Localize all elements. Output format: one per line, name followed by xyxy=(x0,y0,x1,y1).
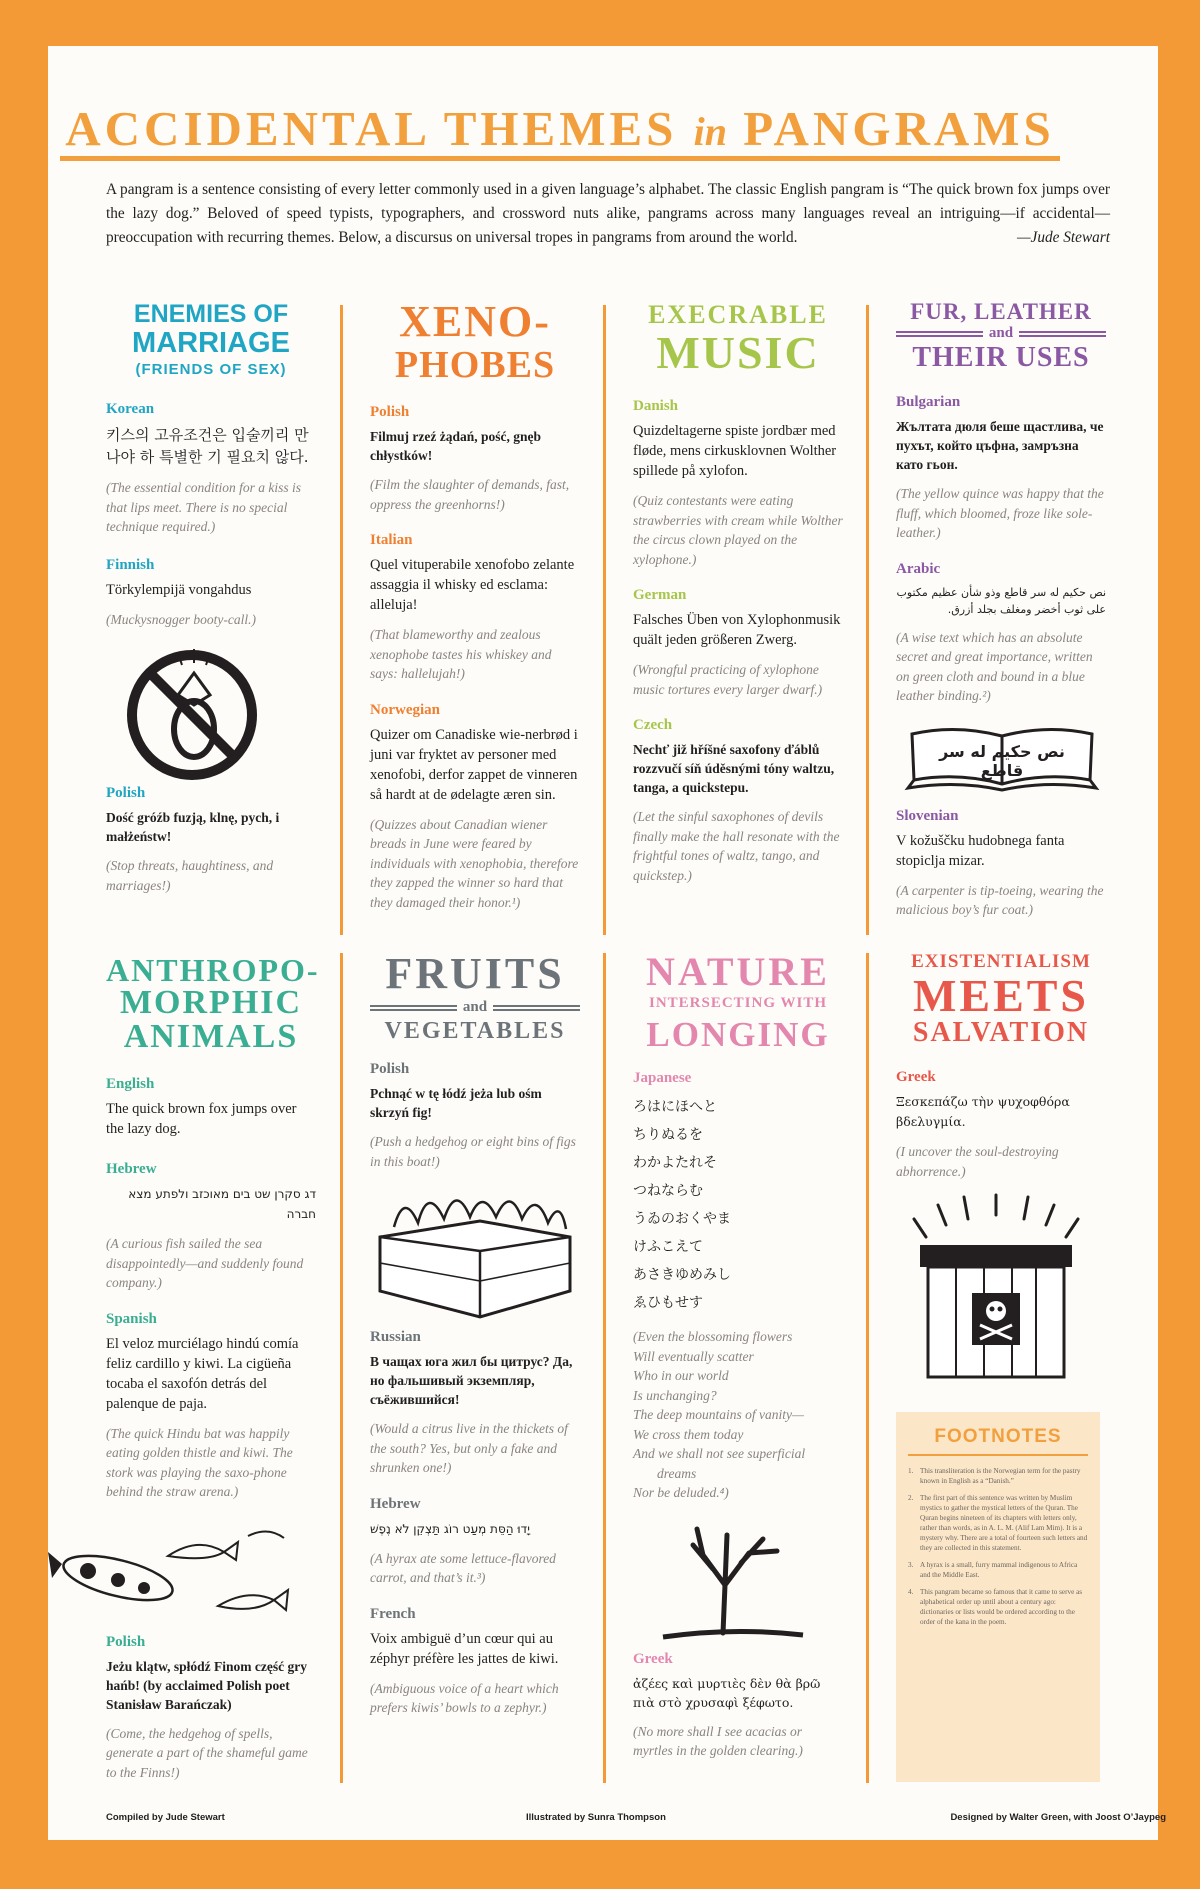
footnote-text: This transliteration is the Norwegian term for the pastry known in English as a “Danish.” xyxy=(920,1467,1081,1485)
translation-line: The deep mountains of vanity— xyxy=(633,1407,804,1422)
heading-and: and xyxy=(462,999,488,1015)
column-divider xyxy=(340,305,343,935)
translation-text: (The yellow quince was happy that the fluff, which bloomed, froze like sole-leather.) xyxy=(896,486,1104,540)
translation-text: (Come, the hedgehog of spells, generate a part of the shameful game to the Finns!) xyxy=(106,1725,308,1780)
poem-line: ゑひもせす xyxy=(633,1295,703,1311)
translation-text: (A hyrax ate some lettuce-flavored carrot, and that’s it.³) xyxy=(370,1550,556,1585)
fish-illustration xyxy=(48,1516,316,1626)
language-label: Hebrew xyxy=(106,1161,157,1177)
footnote-item: 4. This pangram became so famous that it came to serve as alphabetical order up until about a century ago: dictionaries or lists would be ordered according to the order of the kana in the poem. xyxy=(908,1588,1083,1626)
translation-text: (Stop threats, haughtiness, and marriages!) xyxy=(106,858,274,893)
japanese-poem xyxy=(633,1093,843,1317)
translation-line: We cross them today xyxy=(633,1426,744,1442)
language-label: Japanese xyxy=(633,1070,692,1086)
translation-line: Is unchanging? xyxy=(633,1387,717,1403)
section-heading xyxy=(896,300,1106,372)
title-rule xyxy=(60,156,1060,161)
language-label: Polish xyxy=(106,1633,146,1650)
pangram-text: Pchnąć w tę łódź jeża lub ośm skrzyń fig! xyxy=(370,1086,542,1120)
illustrated-credit: Illustrated by Sunra Thompson xyxy=(526,1812,666,1823)
section-heading xyxy=(896,952,1106,1047)
heading-and: and xyxy=(988,325,1014,341)
footnotes-box xyxy=(896,1412,1100,1782)
poem-line: わかよたれそ xyxy=(633,1155,717,1171)
section-heading xyxy=(370,297,580,386)
language-label: Bulgarian xyxy=(896,394,961,410)
language-label: Spanish xyxy=(106,1310,157,1327)
translation-text: (Push a hedgehog or eight bins of figs in this boat!) xyxy=(370,1134,576,1169)
section-execrable-music xyxy=(633,302,843,885)
page-title xyxy=(60,100,1060,157)
language-label: Russian xyxy=(370,1329,421,1345)
poem-line: つねならむ xyxy=(633,1183,703,1199)
heading-line: VEGETABLES xyxy=(384,1018,566,1044)
title-part1: ACCIDENTAL THEMES xyxy=(65,101,678,156)
section-heading xyxy=(633,949,843,1054)
translation-text: (A wise text which has an absolute secret and great importance, written on green cloth and bound in a blue leather binding.²) xyxy=(896,629,1093,703)
heading-line: XENO- xyxy=(399,297,551,346)
column-divider xyxy=(866,305,869,935)
translation-text: (Muckysnogger booty-call.) xyxy=(106,611,256,627)
pangram-text: יָדוּ הַסֵּת מְעַט רוֹג תַּצְקֵן לֹא נֶפֶשׁ xyxy=(370,1521,530,1536)
translation-text: (Ambiguous voice of a heart which prefers kiwis’ bowls to a zephyr.) xyxy=(370,1680,559,1715)
footnotes-list xyxy=(908,1466,1088,1627)
translation-line: Who in our world xyxy=(633,1368,729,1383)
section-fur-leather xyxy=(896,300,1106,920)
language-label: Italian xyxy=(370,532,413,548)
language-label: Finnish xyxy=(106,556,155,573)
footnote-item: 2. The first part of this sentence was written by Muslim mystics to gather the mystical letters of the Quran. The Quran begins nineteen of its chapters with letters only, rather than words, as in A. L. M. (Alif Lam Mim). It is a mystery why. There are a total of fourteen such letters and they are collected in this statement. xyxy=(908,1494,1088,1552)
poem-line: ろはにほへと xyxy=(633,1099,717,1115)
language-label: Danish xyxy=(633,398,679,414)
translation-line: Nor be deluded.⁴) xyxy=(633,1485,729,1500)
column-divider xyxy=(340,953,343,1783)
footnote-item: 1. This transliteration is the Norwegian term for the pastry known in English as a “Danish.” xyxy=(908,1467,1081,1485)
section-xenophobes xyxy=(370,297,580,912)
heading-line: MUSIC xyxy=(656,327,820,378)
section-anthropomorphic-animals xyxy=(106,952,320,1782)
intro-text: A pangram is a sentence consisting of every letter commonly used in a given language’s alphabet. The classic English pangram is “The quick brown fox jumps over the lazy dog.” Beloved of speed typists, typographers, and crossword nuts alike, pangrams across many languages reveal an intriguing—if accidental—preoccupation with recurring themes. Below, a discursus on universal tropes in pangrams from around the world. xyxy=(106,181,1110,246)
section-heading xyxy=(106,952,320,1055)
section-fruits-vegetables xyxy=(370,949,580,1718)
pangram-text: Falsches Üben von Xylophonmusik quält jeden größeren Zwerg. xyxy=(633,612,841,648)
heading-line: FRUITS xyxy=(385,949,565,998)
heading-line: EXISTENTIALISM xyxy=(911,951,1091,972)
pangram-text: Жълтата дюля беше щастлива, че пухът, който цъфна, замръзна като гьон. xyxy=(896,419,1104,472)
language-label: Greek xyxy=(896,1069,936,1085)
designed-credit: Designed by Walter Green, with Joost O’Jaypeg xyxy=(950,1812,1166,1823)
section-nature-longing xyxy=(633,949,843,1761)
pangram-text: El veloz murciélago hindú comía feliz cardillo y kiwi. La cigüeña tocaba el saxofón detrás del palenque de paja. xyxy=(106,1335,299,1412)
pangram-text: דג סקרן שט בים מאוכזב ולפתע מצא חברה xyxy=(128,1187,316,1221)
language-label: Hebrew xyxy=(370,1495,421,1512)
section-existentialism-salvation xyxy=(896,952,1106,1383)
translation-text: (Film the slaughter of demands, fast, oppress the greenhorns!) xyxy=(370,477,570,512)
column-divider xyxy=(866,953,869,1783)
heading-line: PHOBES xyxy=(394,344,556,386)
heading-line: ANTHROPO- xyxy=(106,952,320,988)
pangram-text: Quizer om Canadiske wie-nerbrød i juni var fryktet av personer med xenofobi, derfor zappet de vinneren så hardt at de ødelagte æren sin. xyxy=(370,726,578,803)
no-ring-icon xyxy=(112,643,316,783)
poem-translation xyxy=(633,1327,843,1503)
heading-line: INTERSECTING WITH xyxy=(648,995,828,1011)
heading-line: ANIMALS xyxy=(123,1018,299,1055)
section-heading xyxy=(370,949,580,1044)
heading-line: FUR, LEATHER xyxy=(910,299,1092,324)
language-label: Polish xyxy=(370,1061,410,1077)
translation-text: (I uncover the soul-destroying abhorrence.) xyxy=(896,1144,1059,1179)
language-label: Arabic xyxy=(896,560,941,577)
language-label: Norwegian xyxy=(370,701,440,718)
heading-line: MEETS xyxy=(912,970,1090,1021)
bare-tree-illustration xyxy=(653,1515,843,1645)
poem-line: あさきゆめみし xyxy=(633,1267,731,1283)
translation-line: Will eventually scatter xyxy=(633,1348,754,1364)
pangram-text: Voix ambiguë d’un cœur qui au zéphyr préfère les jattes de kiwi. xyxy=(370,1630,559,1667)
translation-line: (Even the blossoming flowers xyxy=(633,1329,793,1344)
language-label: Czech xyxy=(633,717,673,733)
title-part2: PANGRAMS xyxy=(743,101,1055,156)
pangram-text: Quizdeltagerne spiste jordbær med fløde, mens cirkusklovnen Wolther spillede på xylofon. xyxy=(633,423,837,479)
pangram-text: Filmuj rzeź żądań, pość, gnęb chłystków! xyxy=(370,429,541,463)
pangram-text: Nechť již hříšné saxofony ďáblů rozzvučí síň úděsnými tóny waltzu, tanga, a quickstepu. xyxy=(633,742,835,795)
translation-line: dreams xyxy=(657,1465,697,1481)
heading-line: EXECRABLE xyxy=(648,300,828,329)
translation-text: (Quizzes about Canadian wiener breads in June were feared by individuals with xenophobia, therefore they zapped the winner so hard that they damaged their honor.¹) xyxy=(370,816,579,910)
translation-text: (The essential condition for a kiss is that lips meet. There is no special technique required.) xyxy=(106,480,301,534)
translation-text: (Would a citrus live in the thickets of the south? Yes, but only a fake and shrunken one!) xyxy=(370,1421,568,1475)
crate-of-figs-illustration xyxy=(370,1181,580,1321)
heading-line: MORPHIC xyxy=(119,984,303,1021)
poem-line: けふこえて xyxy=(633,1239,703,1255)
language-label: English xyxy=(106,1076,155,1092)
translation-text: (No more shall I see acacias or myrtles in the golden clearing.) xyxy=(633,1723,803,1758)
language-label: Korean xyxy=(106,401,155,417)
heading-line: LONGING xyxy=(646,1015,830,1054)
column-divider xyxy=(603,953,606,1783)
poem-line: ちりぬるを xyxy=(633,1127,703,1143)
poem-line: うゐのおくやま xyxy=(633,1211,731,1227)
heading-line: NATURE xyxy=(646,949,830,994)
language-label: Greek xyxy=(633,1650,673,1667)
intro-paragraph xyxy=(106,178,1110,250)
footnote-text: The first part of this sentence was written by Muslim mystics to gather the mystical letters of the Quran. The Quran begins nineteen of its chapters with letters only, rather than words, as in A. L. M. (Alif Lam Mim). It is a mystery why. There are a total of fourteen such letters and they are collected in this statement. xyxy=(920,1494,1088,1552)
section-heading xyxy=(106,302,316,377)
footnote-text: A hyrax is a small, furry mammal indigenous to Africa and the Middle East. xyxy=(920,1561,1078,1579)
pangram-text: Törkylempijä vongahdus xyxy=(106,581,252,598)
book-text: نص حكيم له سر قاطع xyxy=(939,741,1065,780)
open-book-icon xyxy=(904,722,1100,794)
language-label: German xyxy=(633,587,687,603)
pangram-text: Dość gróźb fuzją, klnę, pych, i małżeństw! xyxy=(106,810,280,844)
translation-text: (A carpenter is tip-toeing, wearing the malicious boy’s fur coat.) xyxy=(896,882,1104,917)
pangram-text: В чащах юга жил бы цитрус? Да, но фальшивый экземпляр, съёжившийся! xyxy=(370,1354,573,1407)
translation-text: (Quiz contestants were eating strawberries with cream while Wolther the circus clown played on the xylophone.) xyxy=(633,493,843,567)
heading-line: MARRIAGE xyxy=(132,327,290,359)
translation-text: (The quick Hindu bat was happily eating golden thistle and kiwi. The stork was playing the saxo-phone behind the straw arena.) xyxy=(106,1425,293,1499)
poison-crate-illustration xyxy=(906,1193,1106,1383)
language-label: Polish xyxy=(106,785,146,801)
pangram-text: V kožuščku hudobnega fanta stopiclja mizar. xyxy=(896,832,1065,869)
intro-credit: —Jude Stewart xyxy=(1016,229,1110,246)
pangram-text: Jeżu klątw, spłódź Finom część gry hańb! (by acclaimed Polish poet Stanisław Barańczak) xyxy=(106,1658,307,1712)
pangram-text: 키스의 고유조건은 입술끼리 만나야 하 특별한 기 필요치 않다. xyxy=(106,426,309,466)
section-heading xyxy=(633,302,843,376)
pangram-text: ἀζέες καὶ μυρτιὲς δὲν θὰ βρῶ πιὰ στὸ χρυσαφὶ ξέφωτο. xyxy=(633,1675,821,1710)
heading-line: (FRIENDS OF SEX) xyxy=(135,361,287,378)
language-label: French xyxy=(370,1605,416,1622)
heading-line: ENEMIES OF xyxy=(133,300,289,328)
footnotes-heading: FOOTNOTES xyxy=(908,1426,1088,1456)
title-in: in xyxy=(693,109,728,154)
footnote-item: 3. A hyrax is a small, furry mammal indigenous to Africa and the Middle East. xyxy=(908,1561,1078,1579)
translation-text: (Wrongful practicing of xylophone music tortures every larger dwarf.) xyxy=(633,662,823,697)
column-divider xyxy=(603,305,606,935)
pangram-text: نص حكيم له سر قاطع وذو شأن عظيم مكتوب على ثوب أخضر ومغلف بجلد أزرق. xyxy=(896,585,1106,616)
language-label: Slovenian xyxy=(896,807,959,824)
footnote-text: This pangram became so famous that it came to serve as alphabetical order up until about a century ago: dictionaries or lists would be ordered according to the order of the kana in the poem. xyxy=(920,1588,1083,1626)
heading-line: SALVATION xyxy=(912,1017,1090,1048)
compiled-credit: Compiled by Jude Stewart xyxy=(106,1812,225,1823)
translation-text: (Let the sinful saxophones of devils finally make the hall resonate with the frightful tones of waltz, tango, and quickstep.) xyxy=(633,809,840,883)
translation-text: (That blameworthy and zealous xenophobe tastes his whiskey and says: hallelujah!) xyxy=(370,627,552,681)
section-enemies-of-marriage xyxy=(106,302,316,895)
pangram-text: Quel vituperabile xenofobo zelante assaggia il whisky ed esclama: alleluja! xyxy=(370,557,575,613)
pangram-text: The quick brown fox jumps over the lazy dog. xyxy=(106,1101,297,1137)
pangram-text: Ξεσκεπάζω τὴν ψυχοφθόρα βδελυγμία. xyxy=(896,1094,1070,1129)
heading-line: THEIR USES xyxy=(912,342,1090,373)
translation-line: And we shall not see superficial xyxy=(633,1446,806,1461)
translation-text: (A curious fish sailed the sea disappointedly—and suddenly found company.) xyxy=(106,1236,304,1290)
language-label: Polish xyxy=(370,404,410,420)
